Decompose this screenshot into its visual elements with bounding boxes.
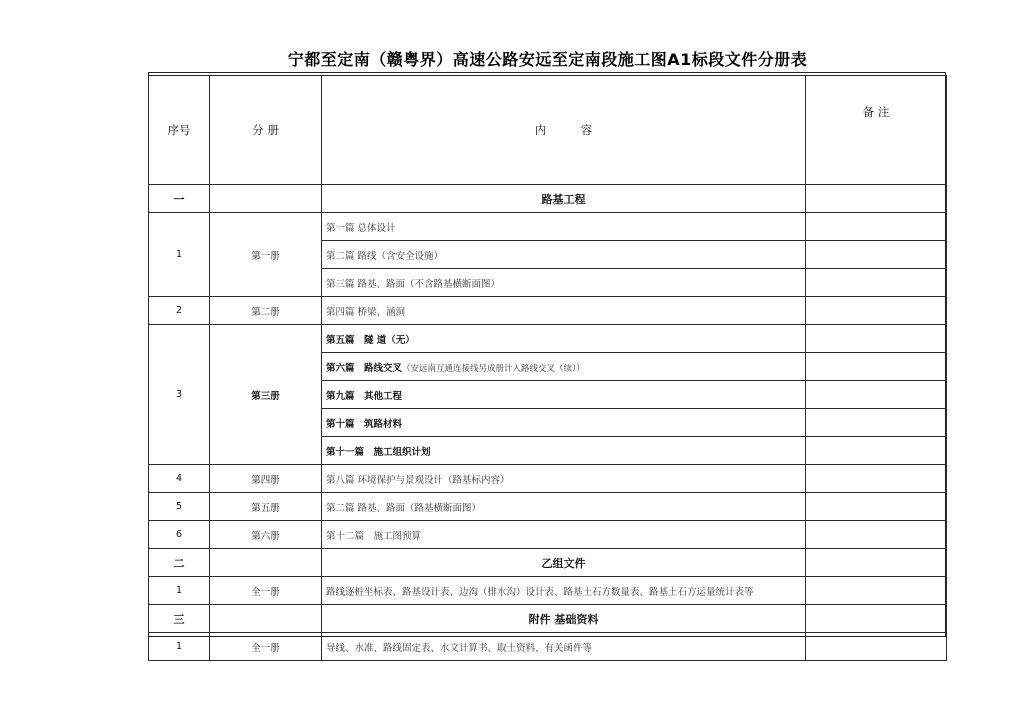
- volume-table: [148, 75, 947, 661]
- table-row: [149, 297, 947, 325]
- header-row: [149, 76, 947, 185]
- content-item: 第十二篇 施工图预算: [322, 521, 806, 549]
- section-row-3: [149, 605, 947, 633]
- volume-label: 第五册: [210, 493, 322, 521]
- page-title: 宁都至定南（赣粤界）高速公路安远至定南段施工图A1标段文件分册表: [287, 50, 808, 69]
- section-number: 三: [149, 605, 210, 633]
- table-row: [149, 465, 947, 493]
- row-number: 1: [149, 213, 210, 297]
- header-content: 内 容: [322, 76, 806, 185]
- section-title: 路基工程: [322, 185, 806, 213]
- row-number: 1: [149, 577, 210, 605]
- row-number: 5: [149, 493, 210, 521]
- content-note: （安远南互通连接线另成册计入路线交叉（续））: [402, 363, 585, 374]
- content-item: 第十一篇 施工组织计划: [322, 437, 806, 465]
- content-item: 路线逐桩坐标表、路基设计表、边沟（排水沟）设计表、路基土石方数量表、路基土石方运量统计表等: [322, 577, 806, 605]
- table-row: [149, 213, 947, 241]
- content-item: 第三篇 路基、路面（不含路基横断面图）: [322, 269, 806, 297]
- content-item: 第二篇 路线（含安全设施）: [322, 241, 806, 269]
- row-number: 1: [149, 633, 210, 661]
- row-number: 3: [149, 325, 210, 465]
- content-item: 第五篇 隧 道（无）: [322, 325, 806, 353]
- table-row: [149, 325, 947, 353]
- section-row-1: [149, 185, 947, 213]
- table-row: [149, 521, 947, 549]
- content-item: 第六篇 路线交叉（安远南互通连接线另成册计入路线交叉（续））: [322, 353, 806, 381]
- row-number: 6: [149, 521, 210, 549]
- content-item: 第四篇 桥梁、涵洞: [322, 297, 806, 325]
- table-row: [149, 577, 947, 605]
- volume-label: 第四册: [210, 465, 322, 493]
- section-row-2: [149, 549, 947, 577]
- row-number: 2: [149, 297, 210, 325]
- content-item: 第十篇 筑路材料: [322, 409, 806, 437]
- volume-label: 第二册: [210, 297, 322, 325]
- header-volume: 分 册: [210, 76, 322, 185]
- content-item: 第一篇 总体设计: [322, 213, 806, 241]
- content-item: 第二篇 路基、路面（路基横断面图）: [322, 493, 806, 521]
- section-title: 乙组文件: [322, 549, 806, 577]
- table-row: [149, 633, 947, 661]
- content-item: 第八篇 环境保护与景观设计（路基标内容）: [322, 465, 806, 493]
- volume-label: 全一册: [210, 633, 322, 661]
- content-item: 导线、水准、路线固定表、水文计算书、取土资料、有关函件等: [322, 633, 806, 661]
- content-item: 第九篇 其他工程: [322, 381, 806, 409]
- volume-label: 全一册: [210, 577, 322, 605]
- volume-label: 第一册: [210, 213, 322, 297]
- header-no: 序号: [149, 76, 210, 185]
- section-number: 二: [149, 549, 210, 577]
- section-number: 一: [149, 185, 210, 213]
- volume-label: 第六册: [210, 521, 322, 549]
- row-number: 4: [149, 465, 210, 493]
- section-title: 附件 基础资料: [322, 605, 806, 633]
- table-row: [149, 493, 947, 521]
- volume-label: 第三册: [210, 325, 322, 465]
- header-remark: 备 注: [806, 76, 947, 185]
